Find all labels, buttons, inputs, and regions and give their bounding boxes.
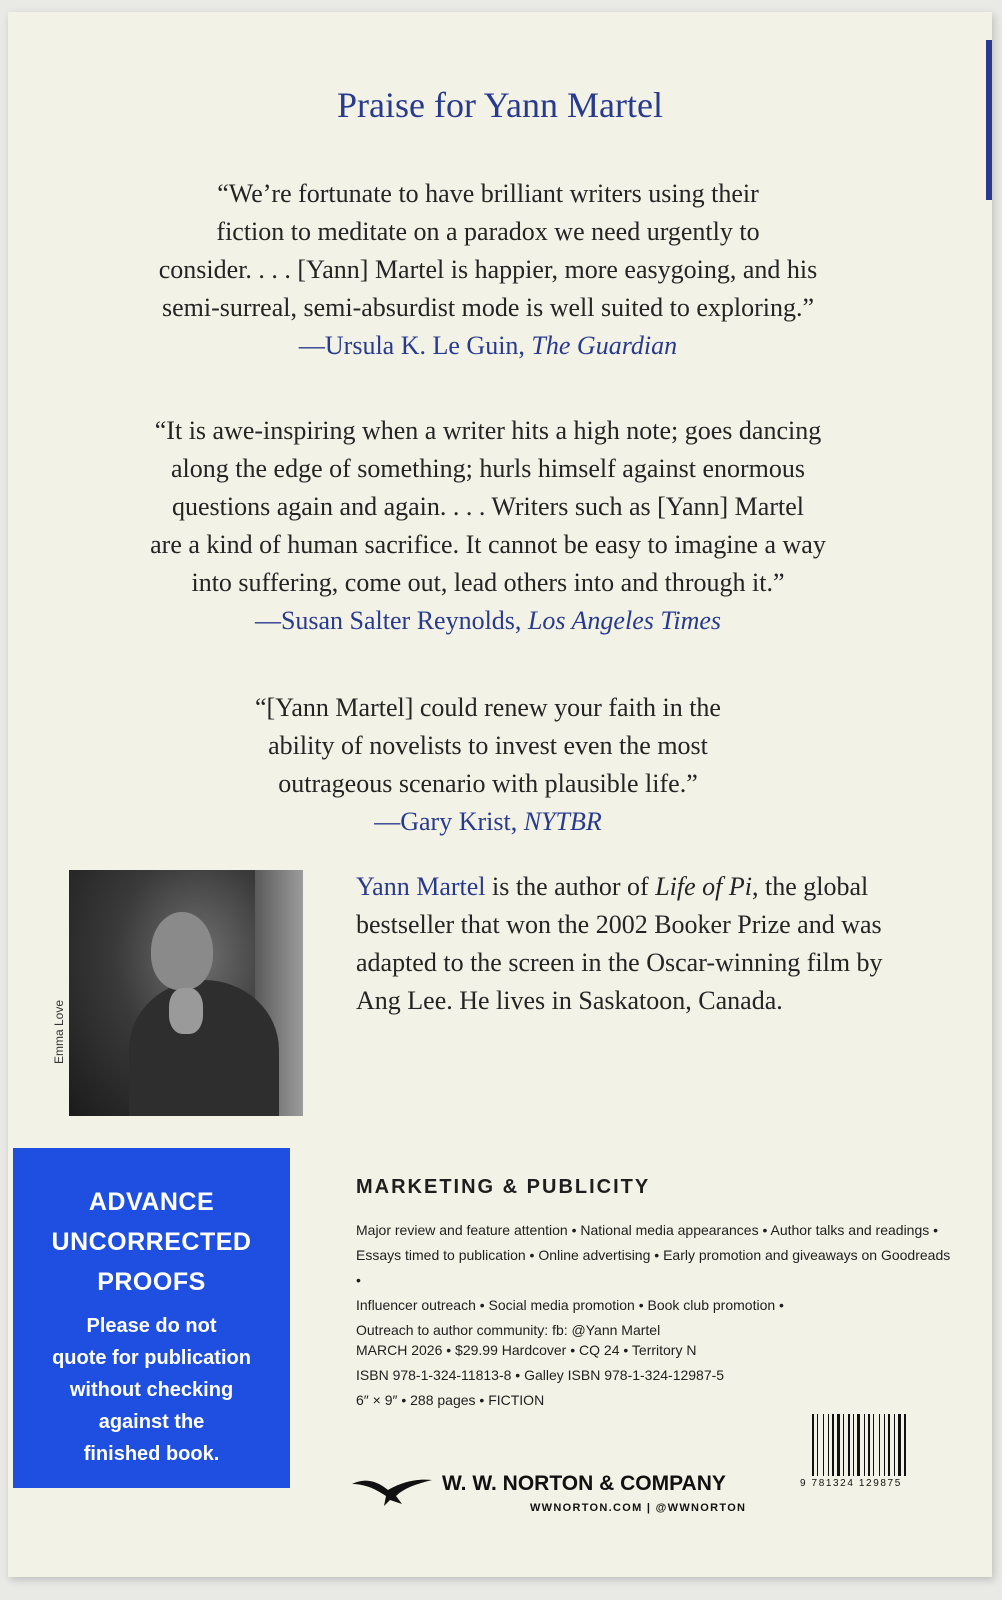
marketing-line: Influencer outreach • Social media promotion • Book club promotion •	[356, 1297, 784, 1313]
praise-quote	[108, 689, 868, 841]
detail-line: ISBN 978-1-324-11813-8 • Galley ISBN 978-1-324-12987-5	[356, 1367, 725, 1383]
quote-publication: The Guardian	[531, 331, 678, 360]
barcode	[800, 1414, 926, 1504]
photo-credit: Emma Love	[52, 999, 66, 1064]
author-photo	[69, 870, 303, 1116]
quote-publication: NYTBR	[523, 807, 602, 836]
advance-proofs-box	[13, 1148, 290, 1488]
marketing-list	[356, 1218, 956, 1343]
marketing-line: Essays timed to publication • Online advertising • Early promotion and giveaways on Goodreads •	[356, 1247, 951, 1288]
bio-text-b: , the global bestseller that won the 2002 Booker Prize and was adapted to the screen in the Oscar-winning film by Ang Lee. He lives in Saskatoon, Canada.	[356, 872, 883, 1015]
detail-line: MARCH 2026 • $29.99 Hardcover • CQ 24 • Territory N	[356, 1342, 697, 1358]
publisher-name: W. W. NORTON & COMPANY	[442, 1472, 726, 1495]
marketing-title: MARKETING & PUBLICITY	[356, 1176, 651, 1198]
marketing-line: Outreach to author community: fb: @Yann Martel	[356, 1322, 661, 1338]
quote-text: “We’re fortunate to have brilliant writers using their fiction to meditate on a paradox we need urgently to consider. . . . [Yann] Martel is happier, more easygoing, and his semi-surreal, semi-absurdist mode is well suited to exploring.”	[158, 179, 818, 322]
praise-quote	[108, 175, 868, 365]
quote-author: —Gary Krist,	[374, 807, 518, 836]
barcode-bars	[812, 1414, 926, 1476]
book-title: Life of Pi	[655, 872, 752, 901]
quote-attribution	[108, 327, 868, 365]
proofs-heading: ADVANCE UNCORRECTED PROOFS	[51, 1188, 252, 1296]
barcode-digits: 9 781324 129875	[800, 1478, 902, 1489]
book-back-cover	[8, 12, 992, 1577]
quote-attribution	[108, 803, 868, 841]
publisher-logo	[350, 1468, 780, 1528]
praise-quote	[108, 412, 868, 640]
quote-author: —Susan Salter Reynolds,	[254, 606, 522, 635]
quote-text: “[Yann Martel] could renew your faith in the ability of novelists to invest even the most outrageous scenario with plausible life.”	[255, 693, 721, 798]
page-title: Praise for Yann Martel	[337, 85, 663, 125]
publisher-web: WWNORTON.COM | @WWNORTON	[530, 1502, 747, 1514]
author-bio	[356, 868, 916, 1020]
quote-publication: Los Angeles Times	[527, 606, 722, 635]
seagull-logo-icon	[350, 1474, 434, 1508]
proofs-note: Please do not quote for publication without checking against the finished book.	[52, 1315, 251, 1465]
quote-attribution	[108, 602, 868, 640]
marketing-line: Major review and feature attention • National media appearances • Author talks and readings •	[356, 1222, 939, 1238]
quote-text: “It is awe-inspiring when a writer hits a high note; goes dancing along the edge of something; hurls himself against enormous questions again and again. . . . Writers such as [Yann] Martel are a kind of human sacrifice. It cannot be easy to imagine a way into suffering, come out, lead others into and through it.”	[150, 416, 826, 597]
bio-text-a: is the author of	[485, 872, 656, 901]
quote-author: —Ursula K. Le Guin,	[298, 331, 525, 360]
book-details	[356, 1338, 956, 1413]
detail-line: 6″ × 9″ • 288 pages • FICTION	[356, 1392, 545, 1408]
author-name: Yann Martel	[356, 872, 486, 901]
